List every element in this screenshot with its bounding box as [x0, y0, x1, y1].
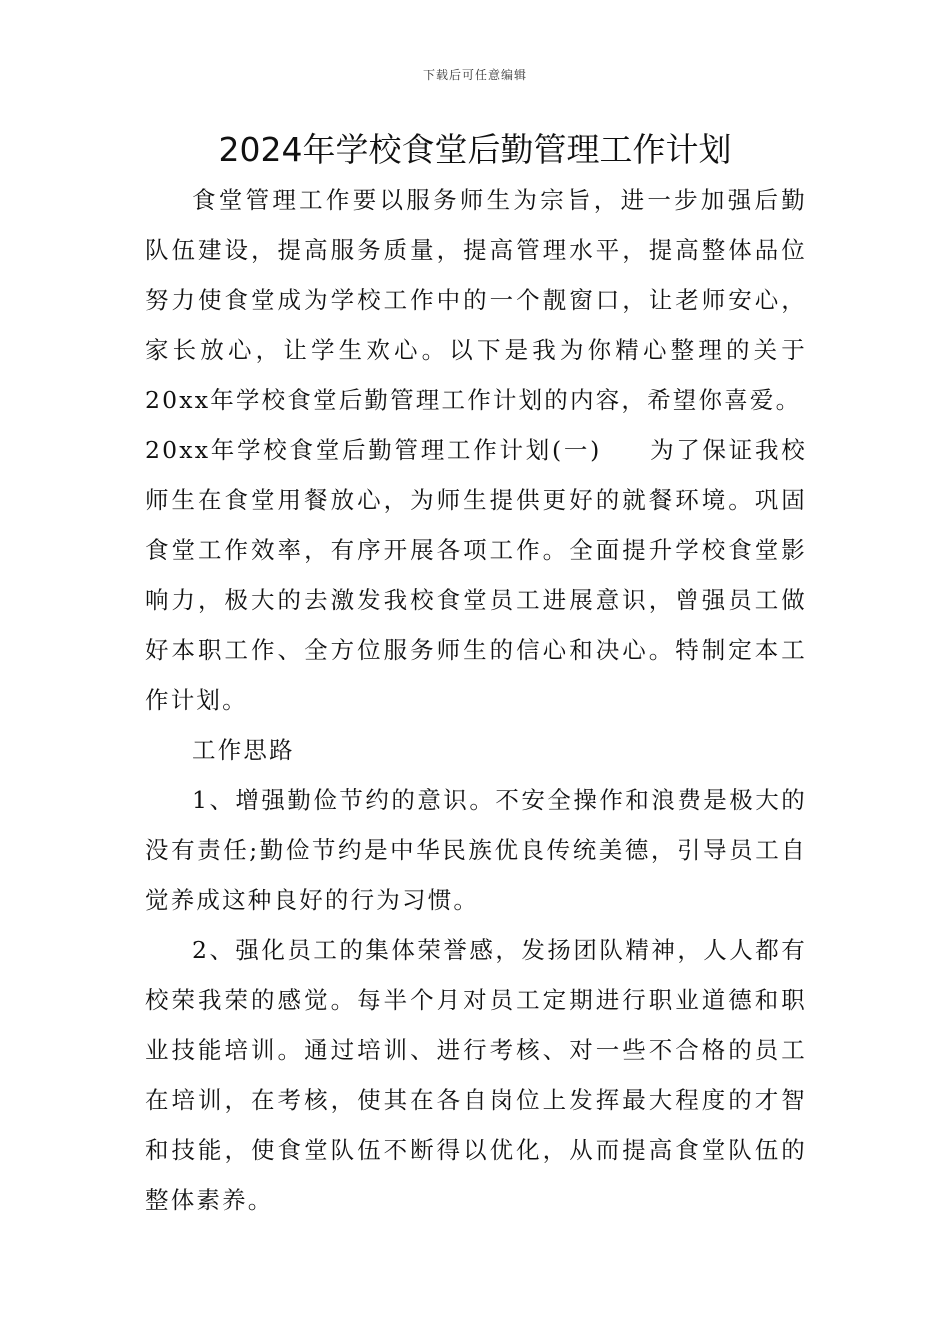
document-body [145, 175, 807, 1225]
paragraph-item-2: 2、强化员工的集体荣誉感，发扬团队精神，人人都有校荣我荣的感觉。每半个月对员工定期进行职业道德和职业技能培训。通过培训、进行考核、对一些不合格的员工在培训，在考核，使其在各自岗位上发挥最大程度的才智和技能，使食堂队伍不断得以优化，从而提高食堂队伍的整体素养。 [145, 936, 807, 1214]
paragraph-item-1: 1、增强勤俭节约的意识。不安全操作和浪费是极大的没有责任;勤俭节约是中华民族优良传统美德，引导员工自觉养成这种良好的行为习惯。 [145, 786, 807, 914]
plan-one-body: 为了保证我校师生在食堂用餐放心，为师生提供更好的就餐环境。巩固食堂工作效率，有序开展各项工作。全面提升学校食堂影响力，极大的去激发我校食堂员工进展意识，曾强员工做好本职工作、全方位服务师生的信心和决心。特制定本工作计划。 [145, 436, 808, 714]
header-note: 下载后可任意编辑 [422, 68, 527, 82]
document-title: 2024年学校食堂后勤管理工作计划 [218, 130, 732, 169]
section-heading-work-approach: 工作思路 [192, 736, 295, 764]
paragraph-plan-one [145, 425, 807, 725]
paragraph-intro: 食堂管理工作要以服务师生为宗旨，进一步加强后勤队伍建设，提高服务质量，提高管理水平，提高整体品位努力使食堂成为学校工作中的一个靓窗口，让老师安心，家长放心，让学生欢心。以下是我为你精心整理的关于20xx年学校食堂后勤管理工作计划的内容，希望你喜爱。 [145, 186, 807, 414]
plan-one-heading: 20xx年学校食堂后勤管理工作计划(一) [145, 436, 602, 464]
